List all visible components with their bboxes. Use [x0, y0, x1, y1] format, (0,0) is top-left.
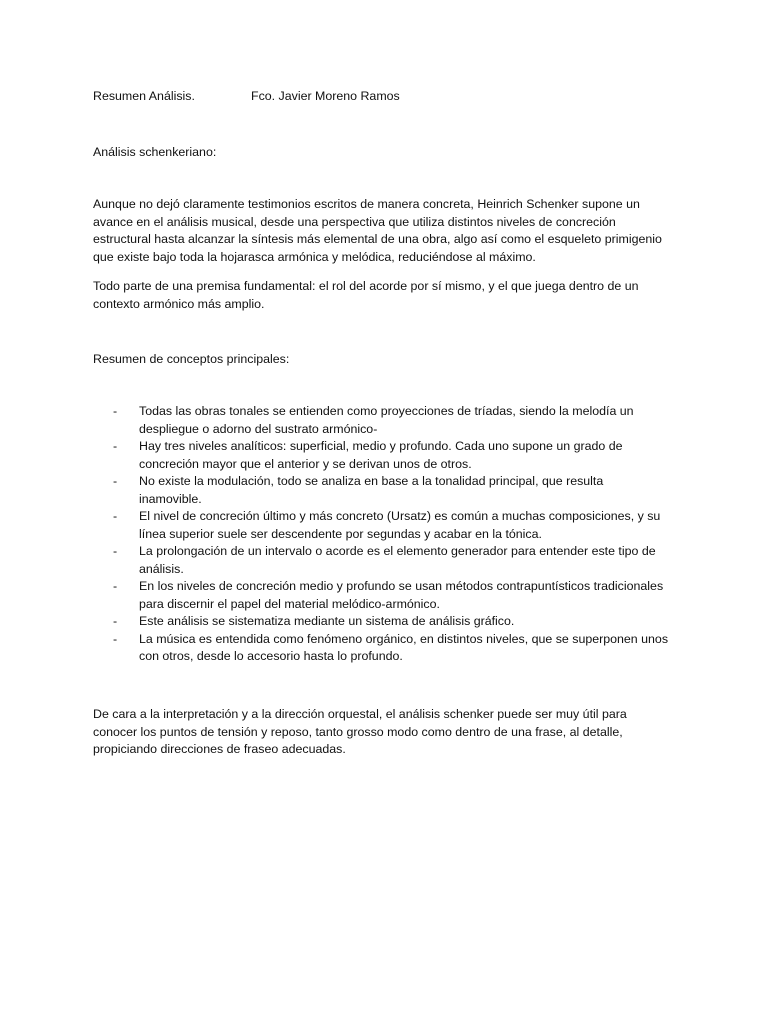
concepts-list	[93, 403, 673, 666]
intro-paragraph: Aunque no dejó claramente testimonios escritos de manera concreta, Heinrich Schenker supone un avance en el análisis musical, desde una perspectiva que utiliza distintos niveles de concreción estructural hasta alcanzar la síntesis más elemental de una obra, algo así como el esqueleto primigenio que existe bajo toda la hojarasca armónica y melódica, reduciéndose al máximo.	[93, 197, 662, 264]
premise-paragraph: Todo parte de una premisa fundamental: el rol del acorde por sí mismo, y el que juega dentro de un contexto armónico más amplio.	[93, 279, 639, 311]
bullet-marker: -	[113, 509, 118, 523]
bullet-marker: -	[113, 439, 118, 453]
bullet-marker: -	[113, 474, 118, 488]
list-item	[93, 403, 669, 438]
bullet-marker: -	[113, 579, 118, 593]
bullet-marker: -	[113, 631, 118, 646]
document-header	[93, 88, 673, 106]
conclusion-paragraph: De cara a la interpretación y a la dirección orquestal, el análisis schenker puede ser muy útil para conocer los puntos de tensión y reposo, tanto grosso modo como dentro de una frase, al detalle, propiciando direcciones de fraseo adecuadas.	[93, 707, 627, 756]
list-item	[93, 613, 669, 631]
list-item-text: En los niveles de concreción medio y profundo se usan métodos contrapuntísticos tradicionales para discernir el papel del material melódico-armónico.	[139, 579, 664, 611]
list-item-text: La prolongación de un intervalo o acorde es el elemento generador para entender este tipo de análisis.	[139, 544, 656, 576]
list-item-text: El nivel de concreción último y más concreto (Ursatz) es común a muchas composiciones, y su línea superior suele ser descendente por segundas y acabar en la tónica.	[139, 509, 661, 541]
section-heading-concepts: Resumen de conceptos principales:	[93, 352, 290, 366]
list-item-text: Hay tres niveles analíticos: superficial, medio y profundo. Cada uno supone un grado de concreción mayor que el anterior y se derivan unos de otros.	[139, 439, 623, 471]
bullet-marker: -	[113, 544, 118, 558]
section-heading-schenker: Análisis schenkeriano:	[93, 145, 217, 159]
list-item-text: Todas las obras tonales se entienden como proyecciones de tríadas, siendo la melodía un despliegue o adorno del sustrato armónico-	[139, 404, 634, 436]
list-item	[93, 578, 669, 613]
list-item	[93, 631, 669, 666]
list-item-text: Este análisis se sistematiza mediante un sistema de análisis gráfico.	[139, 614, 515, 628]
bullet-marker: -	[113, 404, 118, 418]
document-author: Fco. Javier Moreno Ramos	[251, 89, 400, 103]
list-item	[93, 543, 669, 578]
list-item-text: La música es entendida como fenómeno orgánico, en distintos niveles, que se superponen unos con otros, desde lo accesorio hasta lo profundo.	[139, 631, 669, 663]
document-title: Resumen Análisis.	[93, 89, 195, 103]
list-item-text: No existe la modulación, todo se analiza en base a la tonalidad principal, que resulta inamovible.	[139, 474, 604, 506]
list-item	[93, 438, 669, 473]
list-item	[93, 508, 669, 543]
document-page	[93, 0, 673, 1024]
bullet-marker: -	[113, 614, 118, 628]
list-item	[93, 473, 669, 508]
